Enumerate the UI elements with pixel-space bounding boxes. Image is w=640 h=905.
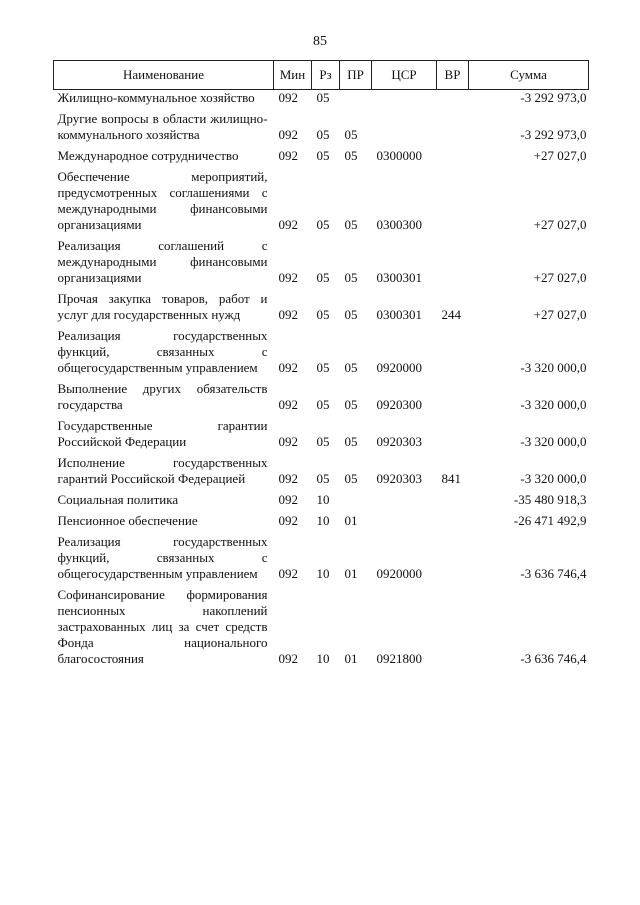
row-sum: -26 471 492,9 (513, 513, 587, 528)
table-row (54, 492, 589, 513)
row-csr: 0300301 (376, 270, 422, 285)
page-number: 85 (313, 34, 327, 49)
row-name: Пенсионное обеспечение (57, 513, 198, 528)
row-sum: -3 636 746,4 (520, 651, 587, 666)
header-min: Мин (274, 61, 312, 90)
row-min: 092 (278, 307, 298, 322)
row-vr (437, 513, 469, 534)
row-rz: 05 (316, 360, 330, 375)
row-min: 092 (278, 513, 298, 528)
row-name: Исполнение государственных гарантий Российской Федерацией (57, 455, 268, 486)
row-name: Реализация соглашений с международными финансовыми организациями (57, 238, 268, 285)
row-rz: 05 (316, 307, 330, 322)
row-name: Государственные гарантии Российской Федерации (57, 418, 268, 449)
row-rz: 05 (316, 217, 330, 232)
row-sum: -3 320 000,0 (520, 471, 587, 486)
row-sum: -3 320 000,0 (520, 397, 587, 412)
row-sum: +27 027,0 (533, 148, 587, 163)
table-header-row (54, 61, 589, 90)
row-min: 092 (278, 434, 298, 449)
row-sum: -3 320 000,0 (520, 434, 587, 449)
row-rz: 05 (316, 90, 330, 105)
row-name: Международное сотрудничество (57, 148, 239, 163)
row-vr (437, 328, 469, 381)
row-min: 092 (278, 566, 298, 581)
header-sum: Сумма (469, 61, 589, 90)
table-row (54, 455, 589, 492)
row-min: 092 (278, 651, 298, 666)
row-min: 092 (278, 360, 298, 375)
row-vr (437, 148, 469, 169)
row-vr (437, 169, 469, 238)
row-csr: 0920000 (376, 360, 422, 375)
row-csr: 0920303 (376, 434, 422, 449)
row-sum: +27 027,0 (533, 307, 587, 322)
row-pr: 05 (344, 434, 358, 449)
row-sum: -3 636 746,4 (520, 566, 587, 581)
row-csr: 0920000 (376, 566, 422, 581)
row-sum: +27 027,0 (533, 217, 587, 232)
row-name: Реализация государственных функций, связанных с общегосударственным управлением (57, 328, 268, 375)
row-min: 092 (278, 127, 298, 142)
table-row (54, 418, 589, 455)
row-sum: -3 292 973,0 (520, 127, 587, 142)
row-csr: 0300300 (376, 217, 422, 232)
row-csr (372, 513, 437, 534)
table-row (54, 513, 589, 534)
table-row (54, 148, 589, 169)
header-csr: ЦСР (372, 61, 437, 90)
row-csr (372, 492, 437, 513)
row-csr: 0920300 (376, 397, 422, 412)
row-rz: 05 (316, 127, 330, 142)
row-min: 092 (278, 270, 298, 285)
row-min: 092 (278, 148, 298, 163)
row-pr (340, 492, 372, 513)
row-min: 092 (278, 217, 298, 232)
row-pr: 05 (344, 217, 358, 232)
row-pr: 05 (344, 127, 358, 142)
row-vr (437, 587, 469, 672)
row-csr: 0920303 (376, 471, 422, 486)
table-row (54, 328, 589, 381)
row-csr: 0921800 (376, 651, 422, 666)
row-sum: +27 027,0 (533, 270, 587, 285)
table-row (54, 169, 589, 238)
row-rz: 05 (316, 397, 330, 412)
budget-table (53, 60, 589, 672)
row-name: Прочая закупка товаров, работ и услуг для государственных нужд (57, 291, 268, 322)
row-csr: 0300000 (376, 148, 422, 163)
row-vr: 841 (441, 471, 461, 486)
row-min: 092 (278, 471, 298, 486)
row-rz: 10 (316, 651, 330, 666)
row-name: Софинансирование формирования пенсионных накоплений застрахованных лиц за счет средств Фонда национального благосостояния (57, 587, 268, 666)
row-name: Выполнение других обязательств государства (57, 381, 268, 412)
row-vr (437, 381, 469, 418)
row-vr: 244 (441, 307, 461, 322)
row-rz: 10 (316, 566, 330, 581)
row-csr: 0300301 (376, 307, 422, 322)
row-min: 092 (278, 492, 298, 507)
header-pr: ПР (340, 61, 372, 90)
header-rz: Рз (312, 61, 340, 90)
row-pr: 01 (344, 513, 358, 528)
row-rz: 05 (316, 148, 330, 163)
row-min: 092 (278, 90, 298, 105)
row-csr (372, 111, 437, 148)
row-vr (437, 90, 469, 112)
row-pr: 05 (344, 270, 358, 285)
table-row (54, 111, 589, 148)
row-name: Жилищно-коммунальное хозяйство (57, 90, 255, 105)
row-pr: 05 (344, 307, 358, 322)
table-row (54, 90, 589, 112)
row-pr: 05 (344, 360, 358, 375)
row-vr (437, 534, 469, 587)
row-vr (437, 492, 469, 513)
table-row (54, 534, 589, 587)
row-rz: 10 (316, 513, 330, 528)
row-pr: 05 (344, 471, 358, 486)
row-name: Реализация государственных функций, связанных с общегосударственным управлением (57, 534, 268, 581)
row-pr: 01 (344, 566, 358, 581)
row-min: 092 (278, 397, 298, 412)
header-name: Наименование (54, 61, 274, 90)
row-sum: -3 292 973,0 (520, 90, 587, 105)
row-name: Другие вопросы в области жилищно-коммунального хозяйства (57, 111, 268, 142)
row-vr (437, 238, 469, 291)
row-pr: 01 (344, 651, 358, 666)
row-rz: 10 (316, 492, 330, 507)
row-rz: 05 (316, 270, 330, 285)
row-vr (437, 111, 469, 148)
row-pr: 05 (344, 148, 358, 163)
row-sum: -3 320 000,0 (520, 360, 587, 375)
row-name: Социальная политика (57, 492, 179, 507)
row-vr (437, 418, 469, 455)
row-rz: 05 (316, 471, 330, 486)
row-sum: -35 480 918,3 (513, 492, 587, 507)
row-rz: 05 (316, 434, 330, 449)
header-vr: ВР (437, 61, 469, 90)
row-csr (372, 90, 437, 112)
table-row (54, 587, 589, 672)
table-row (54, 291, 589, 328)
row-pr (340, 90, 372, 112)
table-row (54, 381, 589, 418)
row-name: Обеспечение мероприятий, предусмотренных соглашениями с международными финансовыми организациями (57, 169, 268, 232)
row-pr: 05 (344, 397, 358, 412)
table-row (54, 238, 589, 291)
